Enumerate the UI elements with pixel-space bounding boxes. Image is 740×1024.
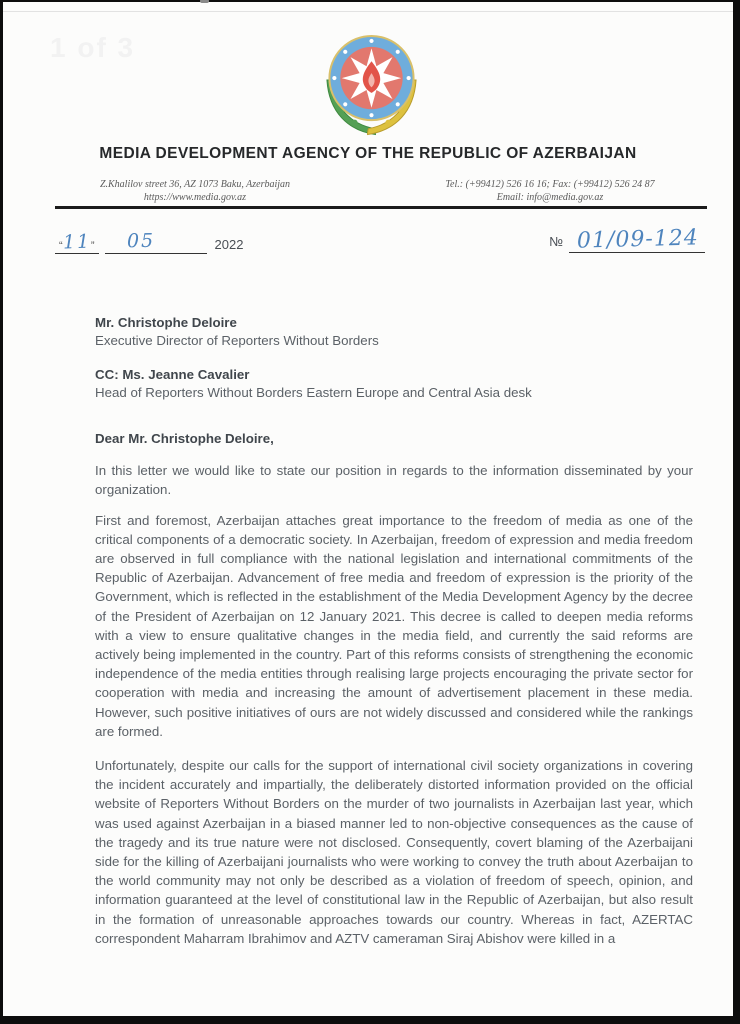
handwritten-reference-number: 01/09-124 [576,225,700,254]
letter-paragraph: In this letter we would like to state our position in regards to the information disseminated by your organization. [95,463,693,498]
email-line: Email: info@media.gov.az [496,192,604,203]
cc-title: Head of Reporters Without Borders Eastern Europe and Central Asia desk [95,385,532,400]
letter-body [95,314,693,959]
open-quote: “ [59,240,63,252]
document-page [3,2,733,1016]
cc-name: CC: Ms. Jeanne Cavalier [95,367,250,382]
handwritten-month: 05 [126,229,155,253]
handwritten-number-field [569,225,705,254]
agency-website: https://www.media.gov.az [143,192,247,203]
date-and-reference-row [55,225,705,262]
date-block [55,229,244,254]
handwritten-month-field [105,229,207,254]
agency-contacts [395,178,705,204]
letter-paragraph: Unfortunately, despite our calls for the support of international civil society organizations in covering the incident accurately and impartially, the deliberately distorted information provided on the official website of Reporters Without Borders on the murder of two journalists in Azerbaijan last year, which was used against Azerbaijan in a biased manner led to non-objective consequences as the cause of the tragedy and its true nature were not disclosed. Consequently, covert blaming of the Azerbaijani side for the killing of Azerbaijani journalists who were working to convey the truth about Azerbaijan to the world community may not only be described as a violation of freedom of speech, opinion, and information guaranteed at the level of constitutional law in the Republic of Azerbaijan, but also result in the formation of unreasonable approaches towards our country. Whereas in fact, AZERTAC correspondent Maharram Ibrahimov and AZTV cameraman Siraj Abishov were killed in a [95,758,693,946]
scan-artifact-mark [200,0,209,3]
handwritten-day-field [55,230,99,254]
agency-address [55,178,335,204]
printed-year: 2022 [214,237,244,252]
salutation: Dear Mr. Christophe Deloire, [95,431,274,446]
close-quote: ” [90,240,95,252]
agency-title: MEDIA DEVELOPMENT AGENCY OF THE REPUBLIC OF AZERBAIJAN [99,145,637,162]
reference-number-block [549,225,705,254]
letterhead-meta [55,178,705,204]
letterhead-rule [55,206,707,209]
phone-fax-line: Tel.: (+99412) 526 16 16; Fax: (+99412) 526 24 87 [445,179,655,190]
azerbaijan-state-emblem-icon [322,32,421,138]
recipient-title: Executive Director of Reporters Without Borders [95,333,379,348]
address-line: Z.Khalilov street 36, AZ 1073 Baku, Azerbaijan [99,179,291,190]
page-indicator: 1 of 3 [50,32,136,63]
recipient-name: Mr. Christophe Deloire [95,315,237,330]
handwritten-day: 11 [62,230,92,254]
numero-sign: № [549,234,564,249]
letter-paragraph: First and foremost, Azerbaijan attaches great importance to the freedom of media as one of the critical components of a democratic society. In Azerbaijan, freedom of expression and media freedom are observed in full compliance with the national legislation and international commitments of the Republic of Azerbaijan. Advancement of free media and freedom of expression is the priority of the Government, which is reflected in the establishment of the Media Development Agency by the decree of the President of Azerbaijan on 12 January 2021. This decree is called to deepen media reforms with a view to ensure qualitative changes in the media field, and currently the said reforms are actively being implemented in the country. Part of this reforms consists of strengthening the economic independence of the media entities through realising large projects encouraging the private sector for cooperation with media and increasing the amount of advertisement placement in these media. However, such positive initiatives of ours are not widely discussed and considered while the rankings are formed. [95,512,693,739]
page-top-shadow [3,11,733,12]
